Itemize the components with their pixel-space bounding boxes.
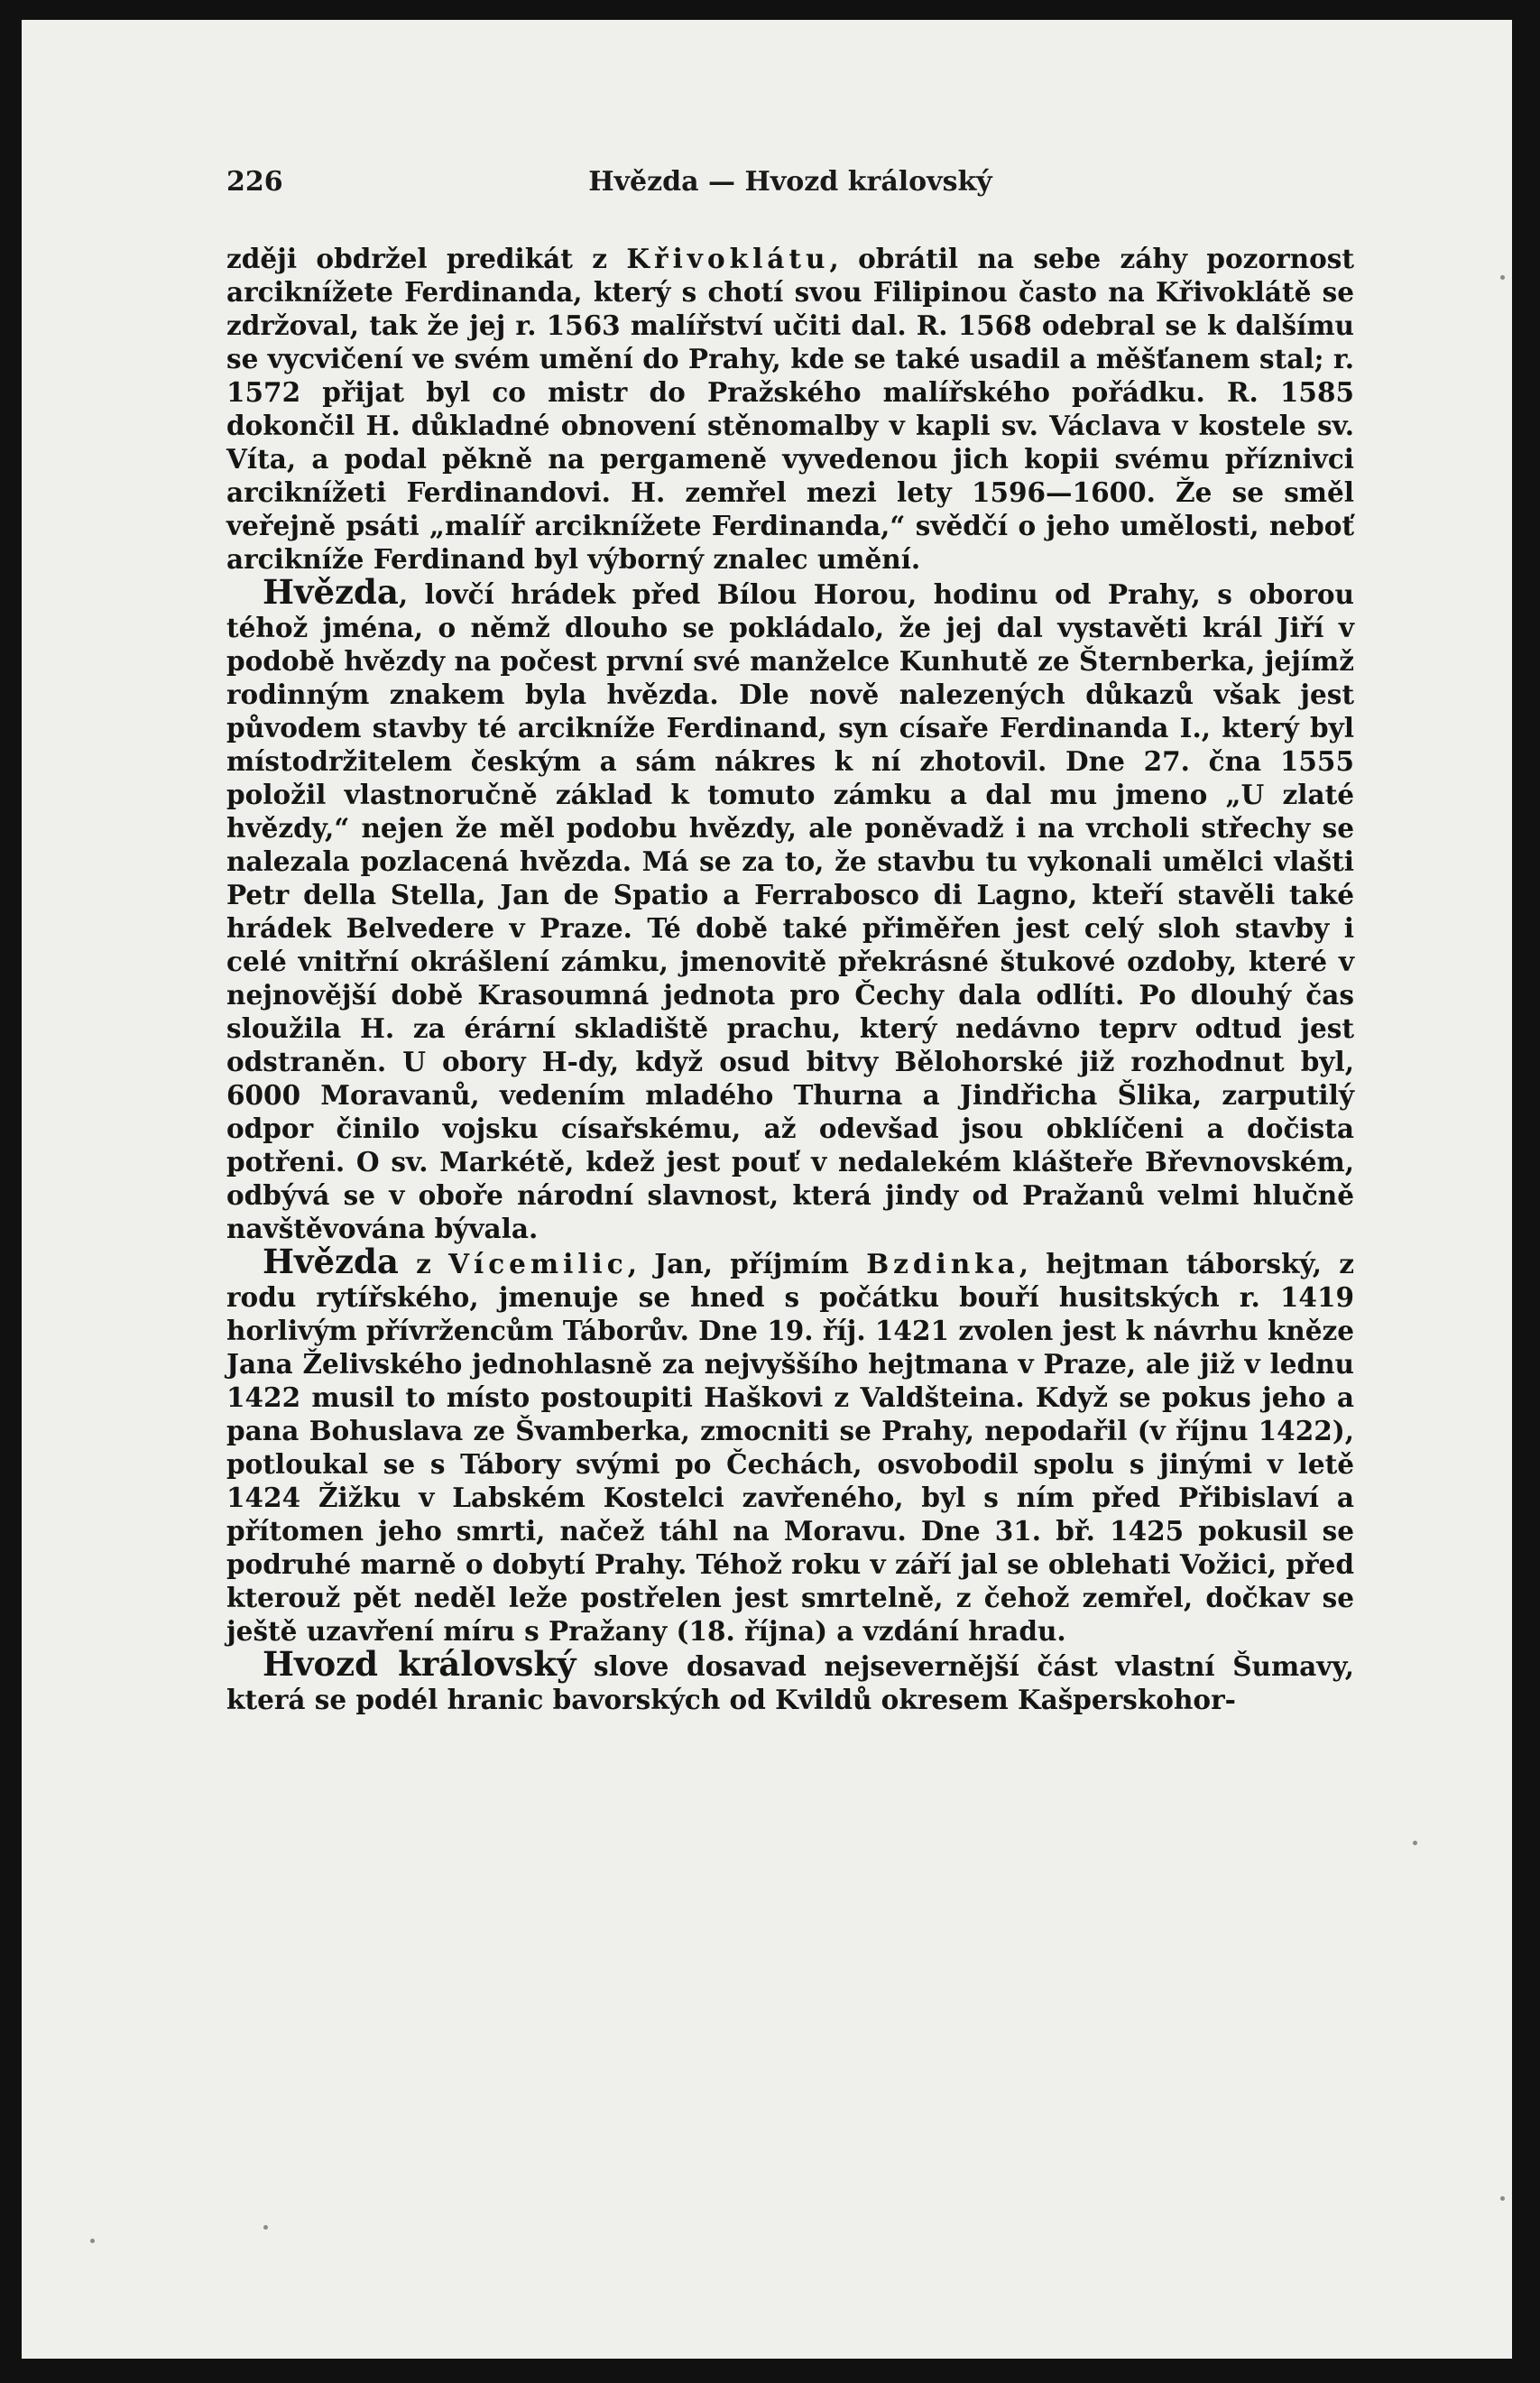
scan-speck [90, 2239, 95, 2243]
paragraph-text: , obrátil na sebe záhy pozornost arciknížete Ferdinanda, který s chotí svou Filipinou často na Křivoklátě se zdržoval, tak že jej r. 1563 malířství učiti dal. R. 1568 odebral se k dalšímu se vycvičení ve svém umění do Prahy, kde se také usadil a měšťanem stal; r. 1572 přijat byl co mistr do Pražského malířského pořádku. R. 1585 dokončil H. důkladné obnovení stěnomalby v kapli sv. Václava v kostele sv. Víta, a podal pěkně na pergameně vyvedenou jich kopii svému příznivci arciknížeti Ferdinandovi. H. zemřel mezi lety 1596—1600. Že se směl veřejně psáti „malíř arciknížete Ferdinanda,“ svědčí o jeho umělosti, neboť arcikníže Ferdinand byl výborný znalec umění. [226, 243, 1355, 575]
running-head: Hvězda — Hvozd královský [588, 166, 992, 198]
paragraph-continuation [226, 242, 1354, 576]
scan-speck [1500, 275, 1505, 280]
scan-speck [263, 2225, 268, 2230]
paragraph-text: z [398, 1248, 449, 1279]
entry-hvezda-vicemilic [226, 1242, 1354, 1648]
scan-speck [1413, 1841, 1417, 1845]
paragraph-text: , lovčí hrádek před Bílou Horou, hodinu od Prahy, s oborou téhož jména, o němž dlouho se pokládalo, že jej dal vystavěti král Jiří v podobě hvězdy na počest první své manželce Kunhutě ze Šternberka, jejímž rodinným znakem byla hvězda. Dle nově nalezených důkazů však jest původem stavby té arcikníže Ferdinand, syn císaře Ferdinanda I., který byl místodržitelem českým a sám nákres k ní zhotovil. Dne 27. čna 1555 položil vlastnoručně základ k tomuto zámku a dal mu jmeno „U zlaté hvězdy,“ nejen že měl podobu hvězdy, ale poněvadž i na vrcholi střechy se nalezala pozlacená hvězda. Má se za to, že stavbu tu vykonali umělci vlašti Petr della Stella, Jan de Spatio a Ferrabosco di Lagno, kteří stavěli také hrádek Belvedere v Praze. Té době také přiměřen jest celý sloh stavby i celé vnitřní okrášlení zámku, jmenovitě překrásné štukové ozdoby, které v nejnovější době Krasoumná jednota pro Čechy dala odlíti. Po dlouhý čas sloužila H. za érární skladiště prachu, který nedávno teprv odtud jest odstraněn. U obory H-dy, když osud bitvy Bělohorské již rozhodnut byl, 6000 Moravanů, vedením mladého Thurna a Jindřicha Šlika, zarputilý odpor činilo vojsku císařskému, až odevšad jsou obklíčeni a dočista potřeni. O sv. Markétě, kdež jest pouť v nedalekém klášteře Břevnovském, odbývá se v oboře národní slavnost, která jindy od Pražanů velmi hlučně navštěvována bývala. [226, 578, 1354, 1244]
scan-speck [1500, 2196, 1505, 2201]
entry-term: Hvězda [263, 572, 399, 612]
page-body [226, 242, 1354, 1716]
spaced-name: Vícemilic [448, 1248, 628, 1279]
spaced-name: Bzdinka [866, 1248, 1019, 1279]
spaced-name: Křivoklátu [626, 243, 830, 274]
entry-hvozd-kralovsky [226, 1644, 1354, 1716]
page-header [226, 166, 1354, 211]
entry-hvezda-hradek [226, 572, 1354, 1245]
paragraph-text: slove dosavad nejsevernější část vlastní Šumavy, která se podél hranic bavorských od Kvildů okresem Kašperskohor- [226, 1650, 1354, 1715]
paragraph-text: zději obdržel predikát z [226, 243, 627, 274]
page-number: 226 [226, 166, 283, 198]
entry-term: Hvozd královský [263, 1644, 576, 1684]
entry-term: Hvězda [263, 1242, 399, 1281]
paragraph-text: , hejtman táborský, z rodu rytířského, jmenuje se hned s počátku bouří husitských r. 1419 horlivým přívržencům Táborův. Dne 19. říj. 1421 zvolen jest k návrhu kněze Jana Želivského jednohlasně za nejvyššího hejtmana v Praze, ale již v lednu 1422 musil to místo postoupiti Haškovi z Valdšteina. Když se pokus jeho a pana Bohuslava ze Švamberka, zmocniti se Prahy, nepodařil (v říjnu 1422), potloukal se s Tábory svými po Čechách, osvobodil spolu s jinými v letě 1424 Žižku v Labském Kostelci zavřeného, byl s ním před Přibislaví a přítomen jeho smrti, načež táhl na Moravu. Dne 31. bř. 1425 pokusil se podruhé marně o dobytí Prahy. Téhož roku v září jal se oblehati Vožici, před kterouž pět neděl leže postřelen jest smrtelně, z čehož zemřel, dočkav se ještě uzavření míru s Pražany (18. října) a vzdání hradu. [226, 1248, 1354, 1647]
scan-corner-mark [1480, 20, 1494, 45]
paragraph-text: , Jan, příjmím [627, 1248, 867, 1279]
